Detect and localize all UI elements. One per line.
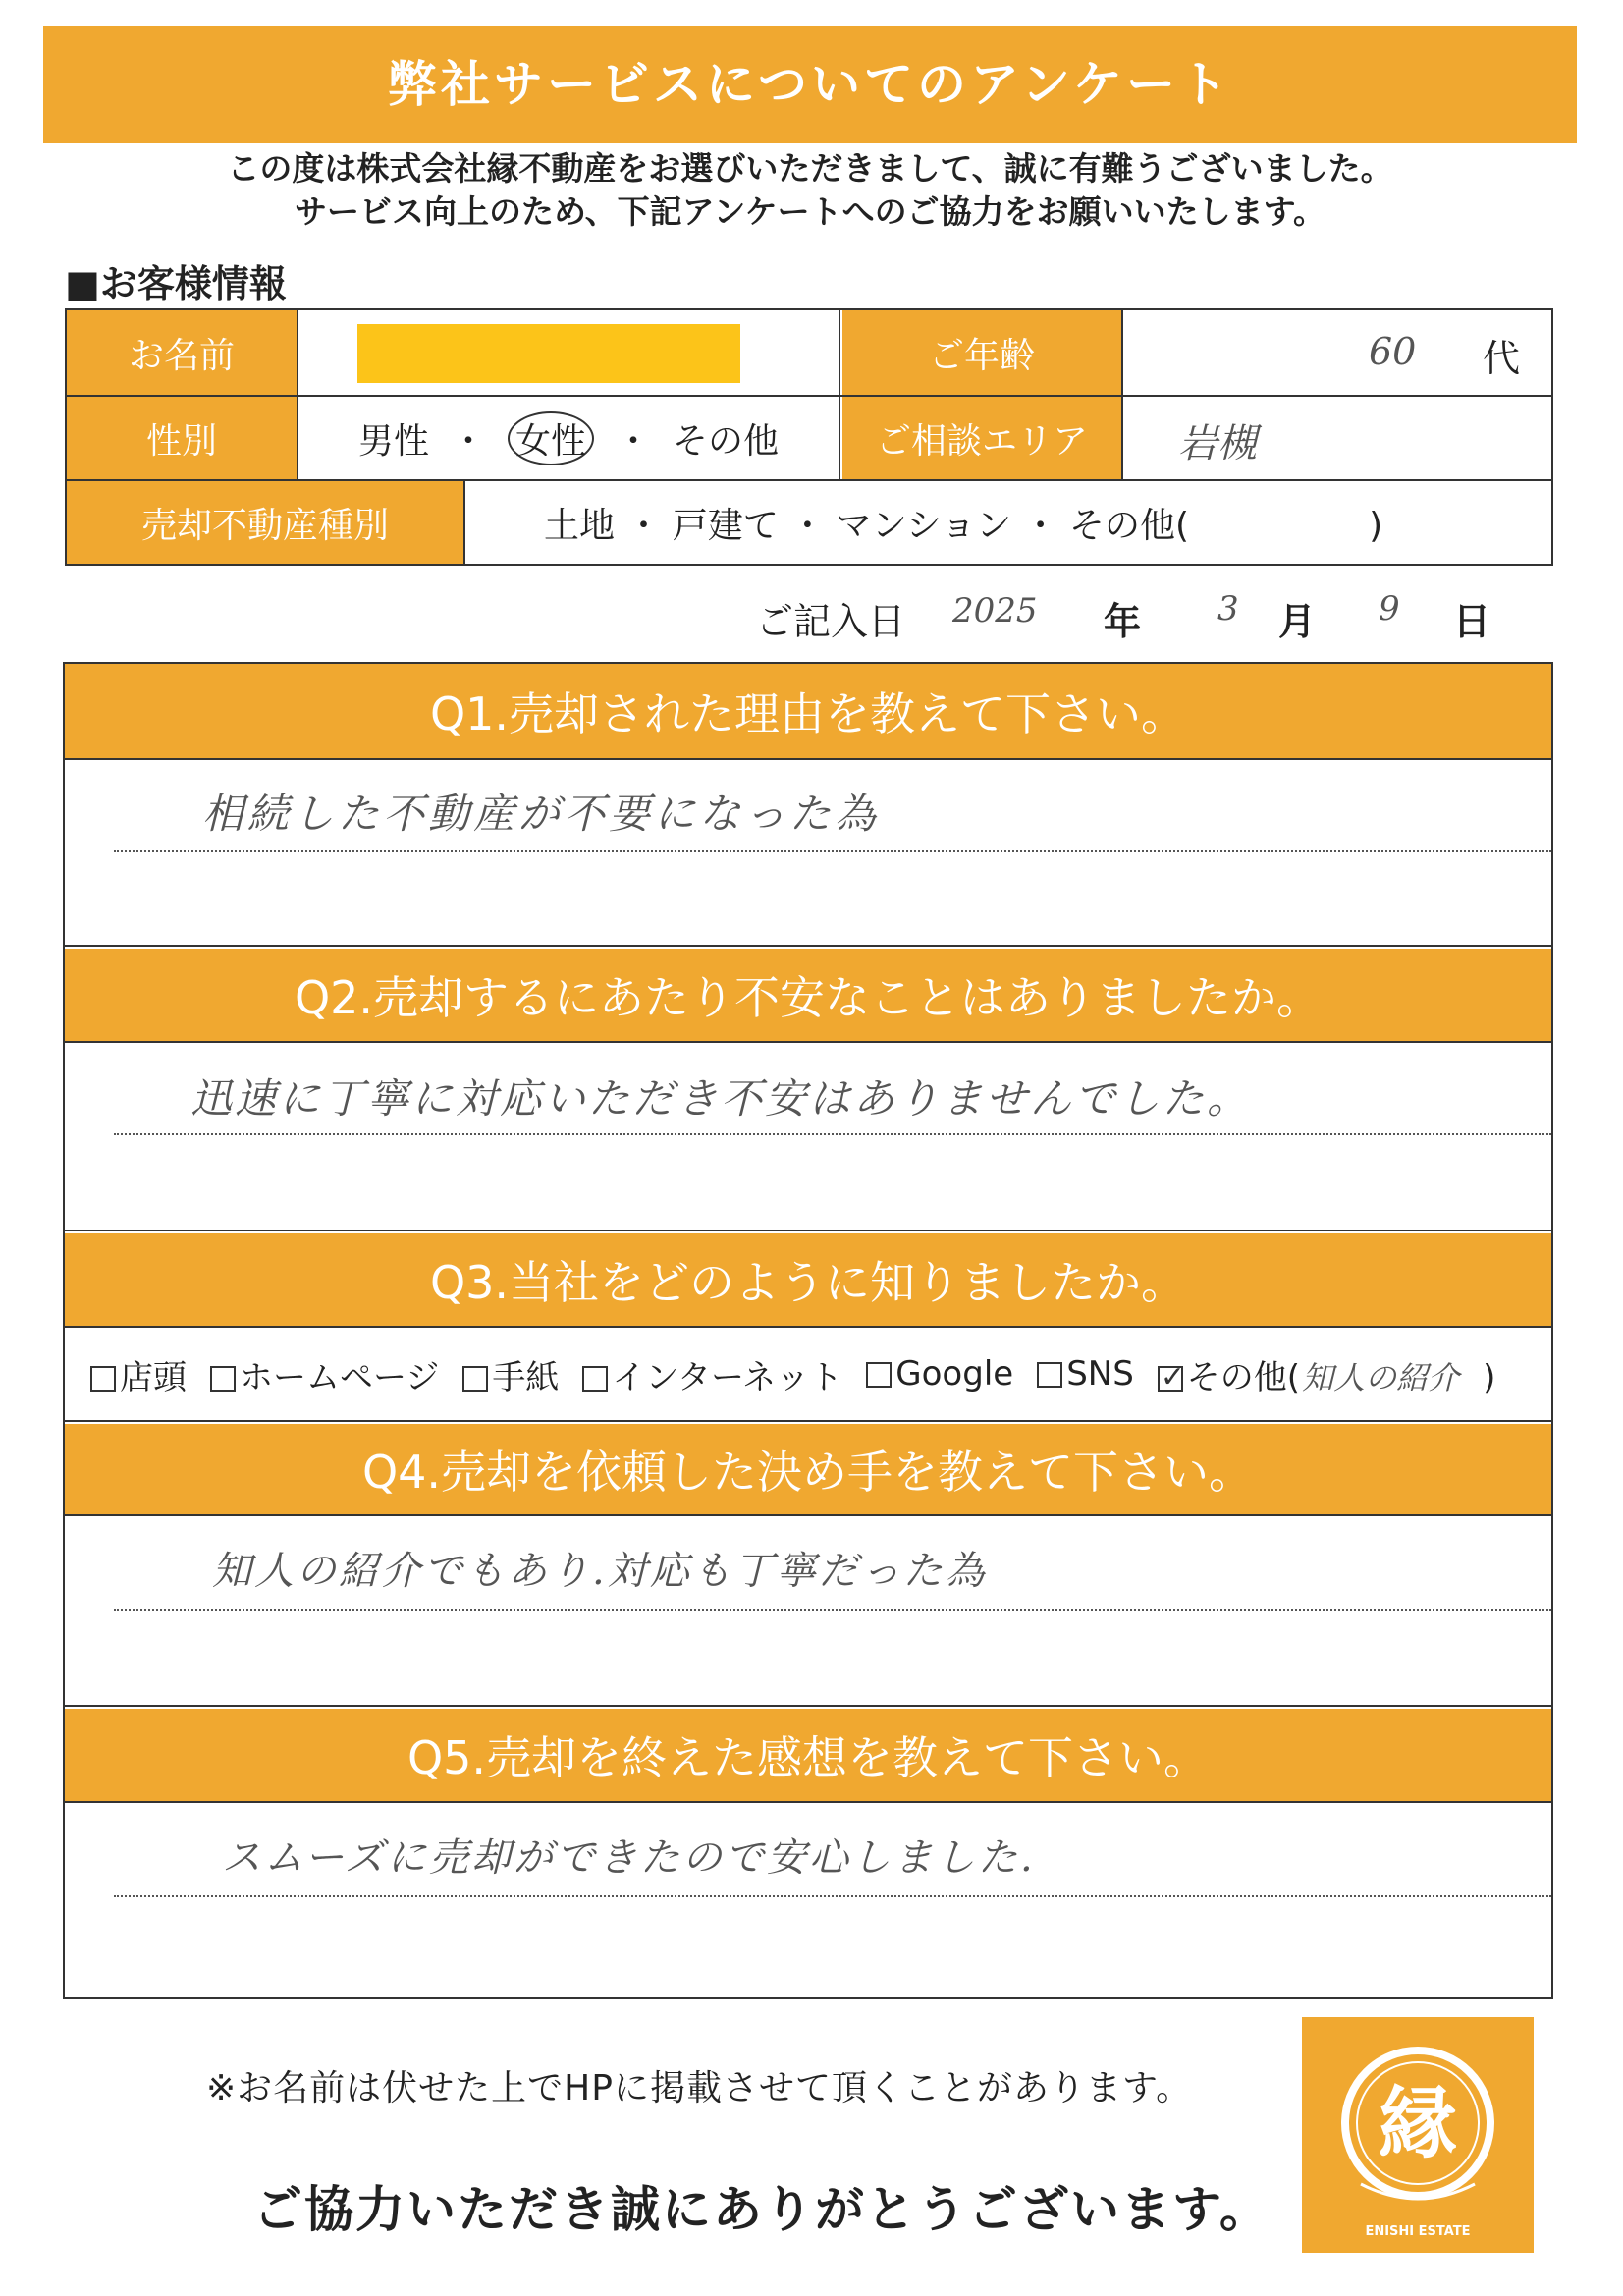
q3-other-value: 知人の紹介 <box>1302 1358 1460 1396</box>
gender-option-male[interactable]: 男性 <box>357 420 429 462</box>
customer-section-title: ■お客様情報 <box>65 262 287 305</box>
q3-option-sns[interactable]: SNS <box>1037 1354 1134 1394</box>
page-title: 弊社サービスについてのアンケート <box>388 56 1232 113</box>
q4-header: Q4.売却を依頼した決め手を教えて下さい。 <box>65 1424 1551 1516</box>
footer-note: ※お名前は伏せた上でHPに掲載させて頂くことがあります。 <box>206 2068 1193 2108</box>
q3-option-store[interactable]: 店頭 <box>90 1350 187 1398</box>
checkbox-icon <box>866 1362 892 1388</box>
questions-block <box>63 662 1553 1999</box>
area-value: 岩槻 <box>1178 421 1257 466</box>
logo-glyph: 縁 <box>1379 2077 1457 2169</box>
footer-thanks: ご協力いただき誠にありがとうございます。 <box>253 2181 1271 2238</box>
q2-header: Q2.売却するにあたり不安なことはありましたか。 <box>65 949 1551 1043</box>
date-month: 3 <box>1217 589 1239 629</box>
checkbox-checked-icon <box>1158 1366 1183 1392</box>
intro-text <box>43 147 1577 234</box>
q4-answer-blank[interactable] <box>65 1611 1551 1707</box>
date-day: 9 <box>1379 589 1400 629</box>
q5-answer-line[interactable] <box>114 1803 1551 1897</box>
q5-answer-blank[interactable] <box>65 1897 1551 1997</box>
q2-answer-line[interactable] <box>114 1043 1551 1135</box>
gender-option-other[interactable]: その他 <box>673 420 780 462</box>
name-label: お名前 <box>67 310 297 395</box>
date-label: ご記入日 <box>756 600 906 643</box>
checkbox-icon <box>462 1366 488 1392</box>
age-field[interactable] <box>1121 310 1551 395</box>
date-row <box>756 585 1561 644</box>
intro-line-2: サービス向上のため、下記アンケートへのご協力をお願いいたします。 <box>294 192 1326 231</box>
property-type-label: 売却不動産種別 <box>67 481 463 564</box>
intro-line-1: この度は株式会社縁不動産をお選びいただきまして、誠に有難うございました。 <box>227 149 1393 188</box>
q3-option-letter[interactable]: 手紙 <box>462 1350 559 1398</box>
checkbox-icon <box>90 1366 116 1392</box>
date-year-unit: 年 <box>1104 600 1142 643</box>
q5-answer: スムーズに売却ができたので安心しました. <box>222 1835 1036 1881</box>
q4-answer: 知人の紹介でもあり.対応も丁寧だった為 <box>212 1549 988 1594</box>
name-field[interactable] <box>297 310 840 395</box>
company-logo <box>1302 2017 1534 2253</box>
name-redaction <box>357 324 740 383</box>
age-label: ご年齢 <box>842 310 1121 395</box>
q1-answer: 相続した不動産が不要になった為 <box>202 790 881 838</box>
checkbox-icon <box>582 1366 608 1392</box>
age-suffix: 代 <box>1483 337 1521 380</box>
logo-emblem-icon <box>1302 2017 1534 2253</box>
date-day-unit: 日 <box>1453 600 1491 643</box>
gender-label: 性別 <box>67 397 297 479</box>
gender-option-female[interactable]: 女性 <box>508 411 594 465</box>
checkbox-icon <box>1037 1362 1062 1388</box>
date-year: 2025 <box>952 591 1038 630</box>
q1-answer-blank[interactable] <box>65 852 1551 947</box>
q1-answer-line[interactable] <box>114 760 1551 852</box>
area-field[interactable] <box>1121 397 1551 479</box>
q3-option-google[interactable]: Google <box>866 1354 1013 1394</box>
q1-header: Q1.売却された理由を教えて下さい。 <box>65 664 1551 760</box>
q5-header: Q5.売却を終えた感想を教えて下さい。 <box>65 1709 1551 1803</box>
q2-answer: 迅速に丁寧に対応いただき不安はありませんでした。 <box>190 1074 1252 1122</box>
q3-options <box>65 1328 1551 1422</box>
age-value: 60 <box>1369 330 1417 373</box>
title-banner <box>43 26 1577 143</box>
customer-info-table <box>65 308 1553 566</box>
q3-option-other[interactable]: ✓ その他(知人の紹介 ) <box>1158 1350 1496 1398</box>
date-month-unit: 月 <box>1278 600 1317 643</box>
q3-header: Q3.当社をどのように知りましたか。 <box>65 1233 1551 1328</box>
logo-text: ENISHI ESTATE <box>1365 2224 1471 2239</box>
area-label: ご相談エリア <box>842 397 1121 479</box>
property-type-options[interactable]: 土地 ・ 戸建て ・ マンション ・ その他( ) <box>463 481 1551 564</box>
q4-answer-line[interactable] <box>114 1516 1551 1611</box>
checkbox-icon <box>210 1366 236 1392</box>
q3-option-homepage[interactable]: ホームページ <box>210 1350 439 1398</box>
q2-answer-blank[interactable] <box>65 1135 1551 1231</box>
gender-options: 男性 ・ 女性 ・ その他 <box>297 397 840 479</box>
q3-option-internet[interactable]: インターネット <box>582 1350 842 1398</box>
